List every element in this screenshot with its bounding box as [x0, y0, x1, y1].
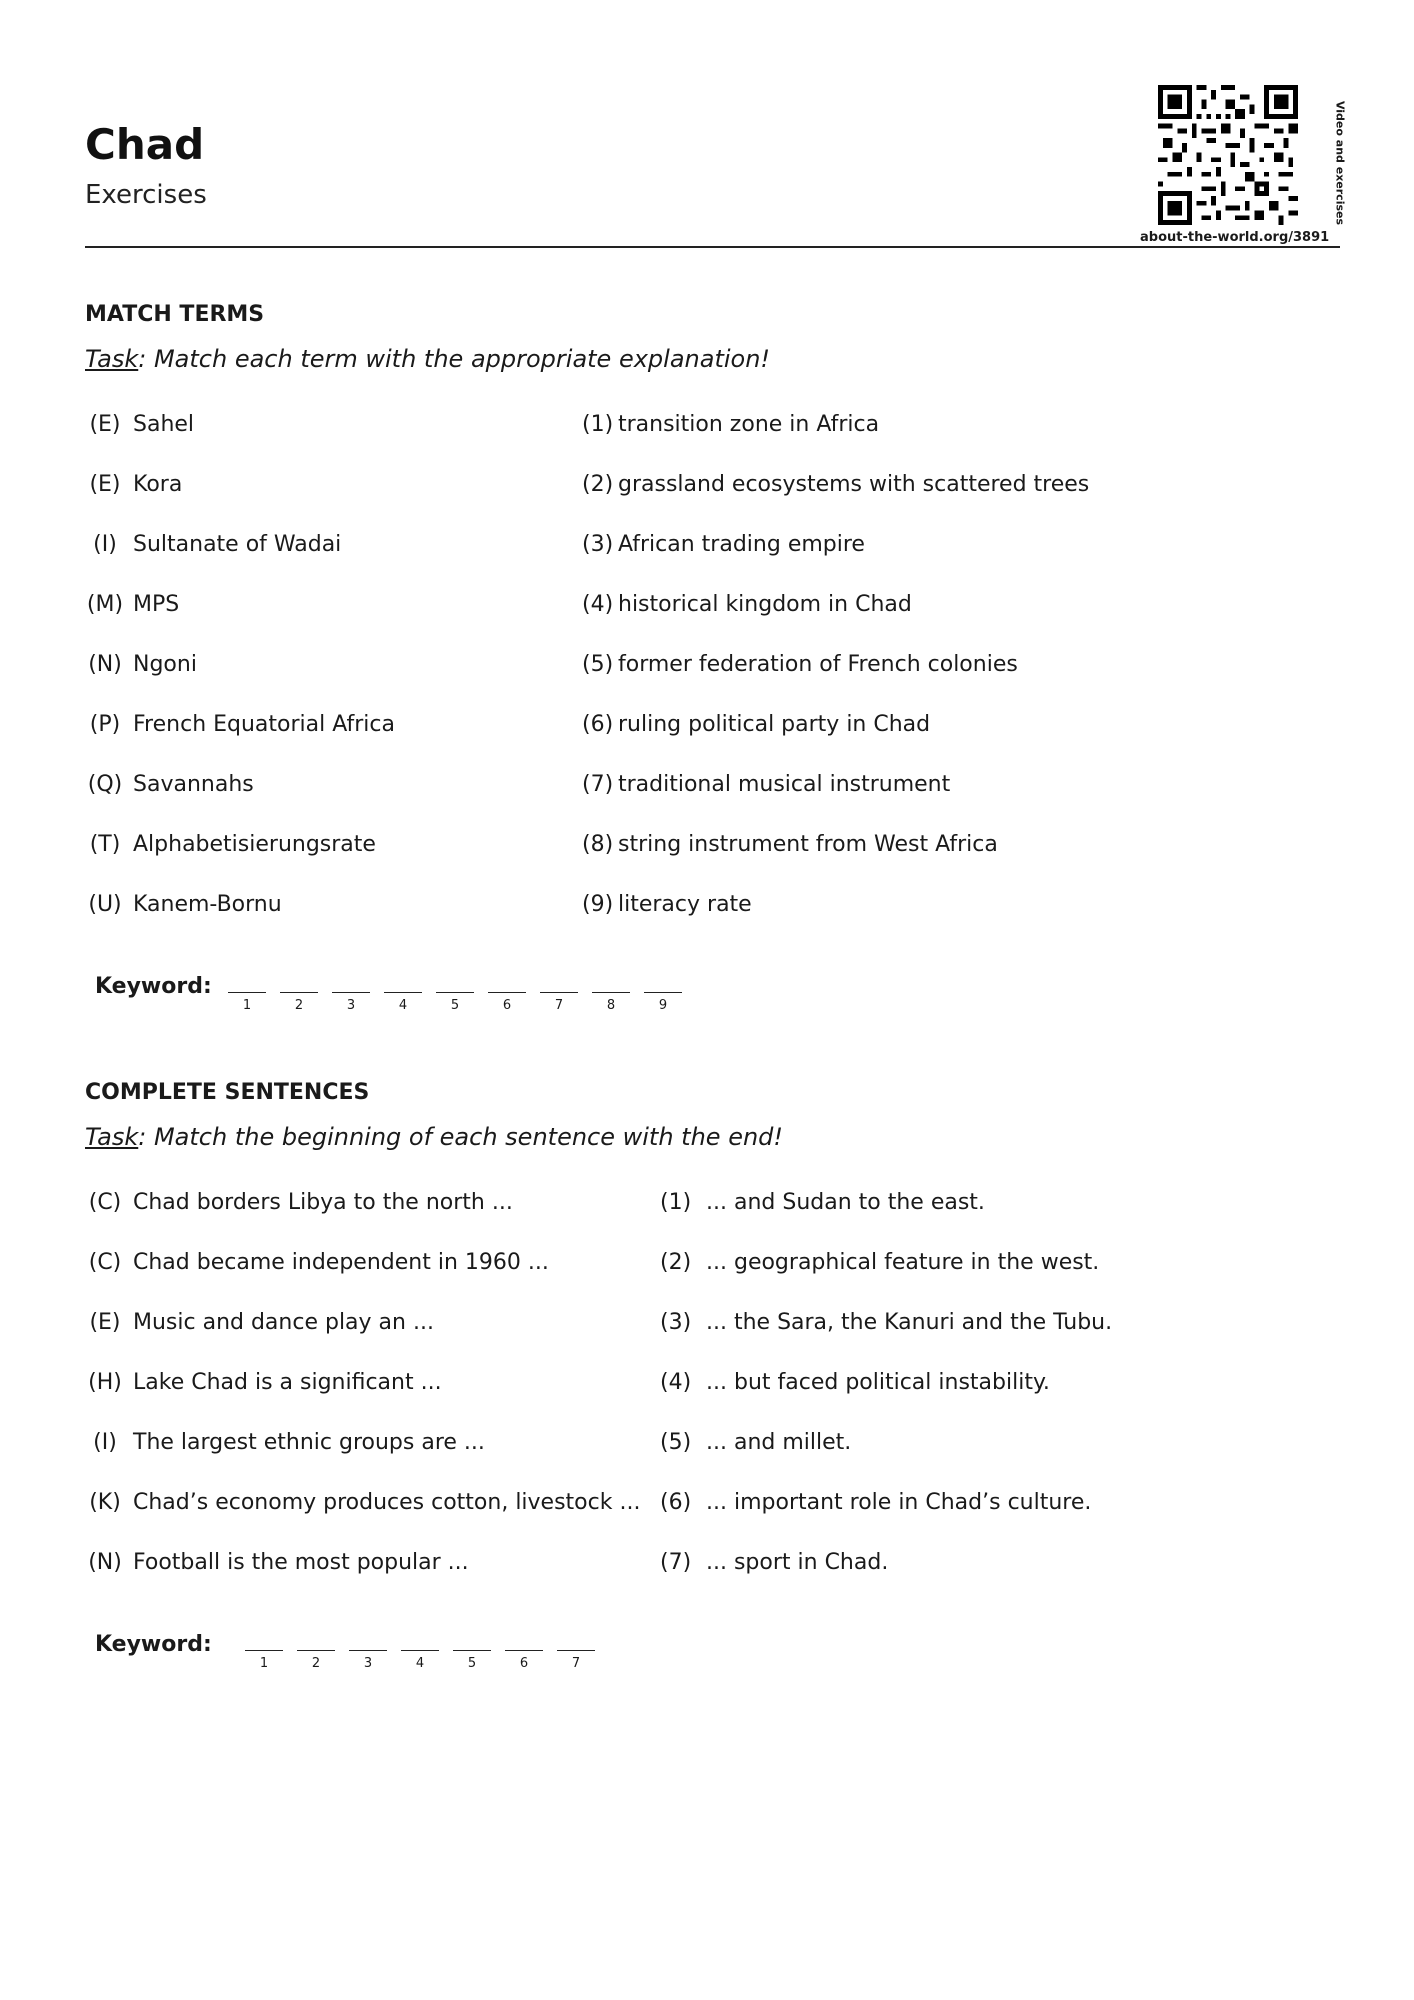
explanation-number: (7): [582, 772, 614, 797]
side-caption-text: Video and exercises: [1333, 100, 1347, 226]
ending-number: (6): [660, 1490, 692, 1515]
term-item: [85, 472, 182, 502]
term-text: Sultanate of Wadai: [133, 532, 342, 557]
term-item: [85, 532, 341, 562]
beginning-text: Chad borders Libya to the north ...: [133, 1190, 513, 1215]
explanation-text: ruling political party in Chad: [618, 712, 931, 737]
ending-number: (2): [660, 1250, 692, 1275]
term-item: [85, 892, 282, 922]
ending-text: ... important role in Chad’s culture.: [706, 1490, 1092, 1515]
keyword-blank[interactable]: [332, 970, 370, 1013]
blank-number: 8: [606, 998, 616, 1013]
blank-number: 1: [259, 1656, 269, 1671]
keyword-blank[interactable]: [384, 970, 422, 1013]
task-label: Task: [85, 345, 139, 373]
blank-number: 9: [658, 998, 668, 1013]
term-text: French Equatorial Africa: [133, 712, 395, 737]
task-instruction: [85, 1123, 1285, 1151]
explanation-item: [582, 772, 950, 802]
term-text: Kora: [133, 472, 183, 497]
explanation-item: [582, 892, 752, 922]
keyword-blank[interactable]: [245, 1628, 283, 1671]
term-label: (E): [89, 412, 121, 437]
ending-number: (3): [660, 1310, 692, 1335]
term-item: [85, 412, 194, 442]
blank-number: 7: [571, 1656, 581, 1671]
explanation-text: string instrument from West Africa: [618, 832, 998, 857]
sentence-beginning: [85, 1550, 469, 1580]
explanation-text: transition zone in Africa: [618, 412, 880, 437]
page-header: [85, 120, 207, 210]
term-label: (P): [89, 712, 121, 737]
explanation-item: [582, 652, 1018, 682]
term-label: (N): [88, 652, 122, 677]
ending-text: ... and millet.: [706, 1430, 852, 1455]
keyword-blank[interactable]: [228, 970, 266, 1013]
beginning-label: (C): [88, 1190, 122, 1215]
sentence-ending: [660, 1550, 888, 1580]
term-text: Sahel: [133, 412, 195, 437]
keyword-blank[interactable]: [540, 970, 578, 1013]
beginning-text: Music and dance play an ...: [133, 1310, 434, 1335]
keyword-blank[interactable]: [592, 970, 630, 1013]
beginning-text: The largest ethnic groups are ...: [133, 1430, 485, 1455]
explanation-number: (1): [582, 412, 614, 437]
sentence-beginning: [85, 1310, 434, 1340]
keyword-blank[interactable]: [349, 1628, 387, 1671]
beginning-text: Chad’s economy produces cotton, livestock ...: [133, 1490, 641, 1515]
explanation-item: [582, 832, 998, 862]
ending-text: ... and Sudan to the east.: [706, 1190, 985, 1215]
sentence-ending: [660, 1190, 985, 1220]
task-text: : Match each term with the appropriate explanation!: [138, 345, 771, 373]
term-label: (I): [93, 532, 117, 557]
header-divider: [85, 246, 1340, 248]
side-caption: [1330, 98, 1350, 228]
match-terms-section: [85, 302, 1285, 1022]
sentence-ending: [660, 1310, 1112, 1340]
keyword-label: Keyword:: [95, 1632, 212, 1657]
term-label: (M): [86, 592, 124, 617]
beginning-label: (E): [89, 1310, 121, 1335]
sentence-beginning: [85, 1490, 640, 1520]
blank-number: 4: [398, 998, 408, 1013]
blank-number: 5: [450, 998, 460, 1013]
blank-number: 2: [294, 998, 304, 1013]
task-label: Task: [85, 1123, 139, 1151]
explanation-item: [582, 712, 930, 742]
term-text: Savannahs: [133, 772, 254, 797]
keyword-blank[interactable]: [436, 970, 474, 1013]
term-item: [85, 592, 179, 622]
task-text: : Match the beginning of each sentence with the end!: [138, 1123, 784, 1151]
keyword-label: Keyword:: [95, 974, 212, 999]
keyword-blank[interactable]: [280, 970, 318, 1013]
explanation-number: (2): [582, 472, 614, 497]
sentence-beginning: [85, 1190, 513, 1220]
explanation-number: (4): [582, 592, 614, 617]
blank-number: 2: [311, 1656, 321, 1671]
ending-text: ... but faced political instability.: [706, 1370, 1050, 1395]
ending-text: ... geographical feature in the west.: [706, 1250, 1100, 1275]
keyword-blank[interactable]: [401, 1628, 439, 1671]
page-title: Chad: [85, 120, 205, 169]
ending-text: ... the Sara, the Kanuri and the Tubu.: [706, 1310, 1113, 1335]
blank-number: 1: [242, 998, 252, 1013]
blank-number: 6: [519, 1656, 529, 1671]
explanation-number: (5): [582, 652, 614, 677]
qr-code-icon[interactable]: [1158, 85, 1298, 225]
keyword-blank[interactable]: [488, 970, 526, 1013]
explanation-text: former federation of French colonies: [618, 652, 1018, 677]
sentence-ending: [660, 1490, 1091, 1520]
beginning-label: (C): [88, 1250, 122, 1275]
explanation-text: traditional musical instrument: [618, 772, 951, 797]
explanation-number: (9): [582, 892, 614, 917]
explanation-number: (8): [582, 832, 614, 857]
term-label: (Q): [87, 772, 123, 797]
sentence-ending: [660, 1430, 851, 1460]
keyword-blank[interactable]: [557, 1628, 595, 1671]
explanation-number: (3): [582, 532, 614, 557]
explanation-text: literacy rate: [618, 892, 752, 917]
beginning-text: Chad became independent in 1960 ...: [133, 1250, 549, 1275]
keyword-blank[interactable]: [453, 1628, 491, 1671]
blank-number: 6: [502, 998, 512, 1013]
explanation-item: [582, 592, 912, 622]
sentence-ending: [660, 1250, 1099, 1280]
beginning-text: Football is the most popular ...: [133, 1550, 469, 1575]
term-text: Kanem-Bornu: [133, 892, 282, 917]
sentence-beginning: [85, 1370, 442, 1400]
blank-number: 7: [554, 998, 564, 1013]
explanation-item: [582, 472, 1089, 502]
blank-number: 5: [467, 1656, 477, 1671]
explanation-text: historical kingdom in Chad: [618, 592, 912, 617]
term-item: [85, 772, 254, 802]
beginning-text: Lake Chad is a significant ...: [133, 1370, 442, 1395]
term-text: Alphabetisierungsrate: [133, 832, 376, 857]
task-instruction: [85, 345, 1285, 373]
term-label: (T): [89, 832, 121, 857]
beginning-label: (I): [93, 1430, 117, 1455]
ending-text: ... sport in Chad.: [706, 1550, 889, 1575]
keyword-blank[interactable]: [505, 1628, 543, 1671]
beginning-label: (N): [88, 1550, 122, 1575]
ending-number: (5): [660, 1430, 692, 1455]
ending-number: (7): [660, 1550, 692, 1575]
section-title: MATCH TERMS: [85, 302, 265, 327]
sentence-beginning: [85, 1250, 549, 1280]
explanation-item: [582, 412, 879, 442]
keyword-blank[interactable]: [297, 1628, 335, 1671]
beginning-label: (K): [89, 1490, 121, 1515]
sentence-beginning: [85, 1430, 485, 1460]
term-item: [85, 652, 197, 682]
ending-number: (4): [660, 1370, 692, 1395]
keyword-blank[interactable]: [644, 970, 682, 1013]
term-label: (U): [88, 892, 122, 917]
blank-number: 3: [363, 1656, 373, 1671]
complete-sentences-section: [85, 1080, 1285, 1700]
explanation-item: [582, 532, 865, 562]
sentence-ending: [660, 1370, 1050, 1400]
section-title: COMPLETE SENTENCES: [85, 1080, 370, 1105]
term-text: MPS: [133, 592, 180, 617]
page-subtitle: Exercises: [85, 180, 207, 210]
term-text: Ngoni: [133, 652, 197, 677]
explanation-text: grassland ecosystems with scattered trees: [618, 472, 1090, 497]
blank-number: 3: [346, 998, 356, 1013]
blank-number: 4: [415, 1656, 425, 1671]
explanation-number: (6): [582, 712, 614, 737]
source-url[interactable]: about-the-world.org/3891: [1140, 230, 1330, 245]
term-label: (E): [89, 472, 121, 497]
ending-number: (1): [660, 1190, 692, 1215]
beginning-label: (H): [88, 1370, 122, 1395]
explanation-text: African trading empire: [618, 532, 865, 557]
term-item: [85, 832, 376, 862]
term-item: [85, 712, 395, 742]
